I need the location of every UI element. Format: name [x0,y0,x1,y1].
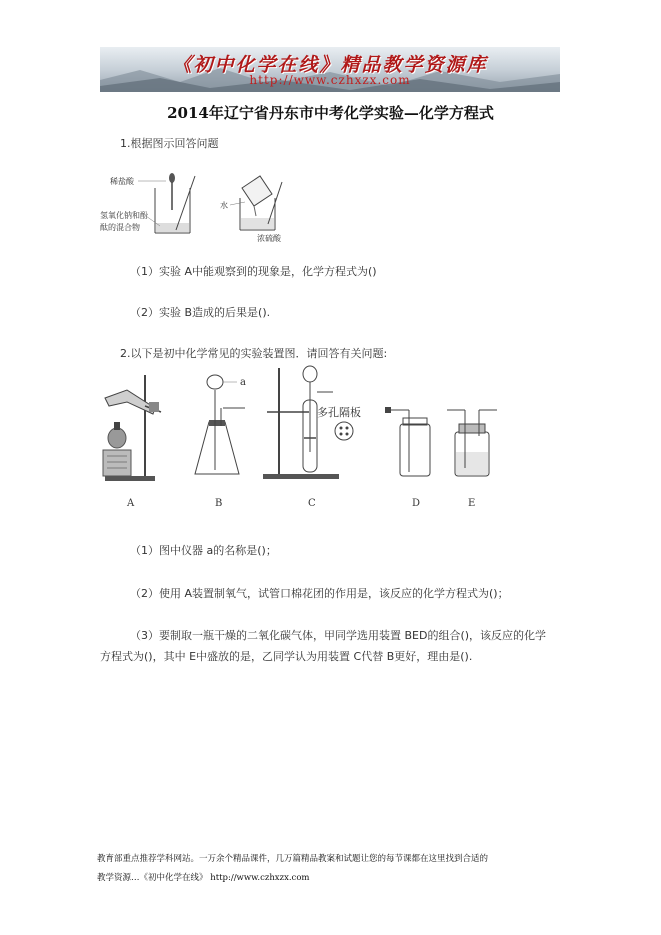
apparatus-c-illustration [263,366,353,479]
label-instrument-a: a [240,377,246,388]
q2-sub1: （1）图中仪器 a的名称是()； [130,544,277,557]
footer-line2 [97,869,488,888]
document-title: 2014年辽宁省丹东市中考化学实验—化学方程式 [167,104,494,122]
q1-figure [100,168,340,246]
label-mixture-line1: 氢氧化钠和酚 [100,211,148,220]
footer-line1: 教育部重点推荐学科网站。一万余个精品课件，几万篇精品教案和试题让您的每节课都在这里找到合适的 [97,854,489,864]
label-porous-plate: 多孔隔板 [317,406,361,419]
apparatus-d-illustration [385,407,430,476]
apparatus-e-illustration [447,410,497,476]
label-apparatus-b: B [215,498,223,509]
footer-url-link[interactable]: http://www.czhxzx.com [210,873,310,883]
q2-sub3-line2: 方程式为()，其中 E中盛放的是，乙同学认为用装置 C代替 B更好，理由是(). [100,650,473,663]
q1-stem: 1.根据图示回答问题 [120,137,219,150]
label-mixture-line2: 酞的混合物 [100,223,140,232]
q2-sub3-line1: （3）要制取一瓶干燥的二氧化碳气体，甲同学选用装置 BED的组合()，该反应的化学 [130,629,547,642]
label-apparatus-e: E [468,498,476,509]
label-dilute-hcl: 稀盐酸 [110,177,134,186]
label-apparatus-c: C [308,498,316,509]
q2-figure [97,360,497,518]
q2-stem: 2.以下是初中化学常见的实验装置图．请回答有关问题: [120,347,388,360]
label-water: 水 [220,201,228,210]
banner-url-link[interactable]: http://www.czhxzx.com [249,73,411,87]
label-apparatus-a: A [127,498,135,509]
banner-title: 《初中化学在线》精品教学资源库 [172,54,488,76]
apparatus-b-illustration [195,375,245,474]
q1-sub2: （2）实验 B造成的后果是(). [130,306,271,319]
label-apparatus-d: D [412,498,421,509]
apparatus-a-illustration [103,375,161,481]
beaker-b-illustration [240,176,282,230]
footer [97,850,488,888]
beaker-a-illustration [155,173,195,233]
q1-sub1: （1）实验 A中能观察到的现象是，化学方程式为() [130,265,377,278]
label-conc-acid: 浓硫酸 [257,234,281,243]
q2-sub2: （2）使用 A装置制氧气，试管口棉花团的作用是，该反应的化学方程式为()； [130,587,509,600]
footer-line2-prefix: 教学资源…《初中化学在线》 [97,873,208,883]
header-banner [100,47,560,92]
